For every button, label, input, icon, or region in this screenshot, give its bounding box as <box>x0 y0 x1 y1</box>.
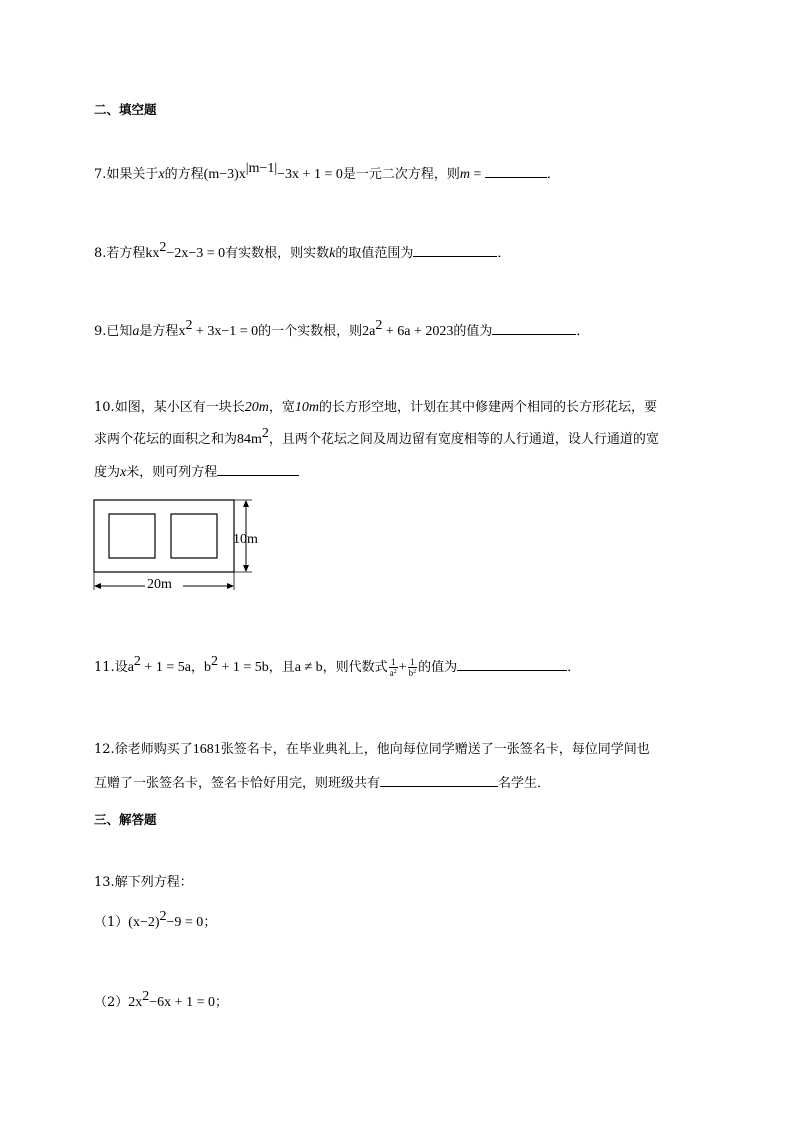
height-label: 10m <box>233 532 258 547</box>
section-title-fill-in: 二、填空题 <box>94 102 157 117</box>
answer-blank[interactable] <box>485 163 547 178</box>
plot-outline <box>94 500 234 572</box>
question-number: 8. <box>94 246 107 261</box>
part-label: （1） <box>94 915 129 930</box>
question-text: 的长方形空地，计划在其中修建两个相同的长方形花坛，要 <box>318 400 657 415</box>
question-number: 7. <box>94 167 107 182</box>
flower-bed-right <box>171 514 217 558</box>
question-number: 11. <box>94 660 115 675</box>
math-expression: −6x + 1 = 0 <box>149 995 215 1010</box>
math-expression: b <box>203 660 211 675</box>
question-number: 9. <box>94 324 107 339</box>
math-exponent: 2 <box>261 426 269 441</box>
question-end: ． <box>497 246 511 261</box>
arrow-up-icon <box>243 500 249 507</box>
question-text: 的取值范围为 <box>335 246 414 261</box>
question-text: 的一个实数根，则 <box>258 324 363 339</box>
width-label: 20m <box>147 577 172 592</box>
math-expression: −9 = 0 <box>166 915 204 930</box>
math-expression: x <box>178 324 186 339</box>
math-expression: 20m <box>244 400 269 415</box>
arrow-left-icon <box>94 583 101 589</box>
question-text: 如果关于 <box>106 167 159 182</box>
question-13 <box>94 873 193 893</box>
question-10-line-3 <box>94 461 299 483</box>
question-12-line-1 <box>94 740 650 760</box>
question-text: 如图，某小区有一块长 <box>114 400 245 415</box>
question-text: 已知 <box>106 324 133 339</box>
question-text: 的值为 <box>453 324 493 339</box>
answer-blank[interactable] <box>492 320 576 335</box>
question-13-part-2 <box>94 989 228 1013</box>
math-expression: 2a <box>362 324 376 339</box>
question-text: ，且 <box>268 660 295 675</box>
math-exponent: 2 <box>159 240 167 255</box>
question-9 <box>94 320 589 342</box>
math-expression: (x−2) <box>128 915 160 930</box>
question-text: 的方程 <box>164 167 204 182</box>
math-expression: a ≠ b <box>294 660 323 675</box>
question-text: 张签名卡，在毕业典礼上，他向每位同学赠送了一张签名卡，每位同学间也 <box>220 742 650 757</box>
question-text: 互赠了一张签名卡，签名卡恰好用完，则班级共有 <box>94 776 381 791</box>
math-var: a <box>132 324 140 339</box>
math-expression: (m−3)x <box>203 167 246 182</box>
math-expression: 84m <box>237 432 262 447</box>
question-text: 的值为 <box>418 660 458 675</box>
answer-blank[interactable] <box>457 656 567 671</box>
question-number: 13. <box>94 875 115 890</box>
math-expression: −3x + 1 = 0 <box>277 167 343 182</box>
math-var: x <box>120 465 127 480</box>
math-expression: a <box>127 660 134 675</box>
math-exponent: 2 <box>210 654 218 669</box>
math-number: 1681 <box>192 742 221 757</box>
math-expression: + 3x−1 = 0 <box>192 324 259 339</box>
question-text: 是一元二次方程，则 <box>342 167 460 182</box>
question-8 <box>94 242 510 264</box>
question-end: ； <box>203 915 217 930</box>
math-operator: + <box>398 660 407 675</box>
fraction: $\frac{1}{a^2}$ <box>389 657 397 678</box>
math-exponent: 2 <box>375 318 383 333</box>
math-exponent: 2 <box>159 909 167 924</box>
question-text: ，则代数式 <box>322 660 388 675</box>
math-expression: −2x−3 = 0 <box>166 246 226 261</box>
math-exponent: 2 <box>185 318 193 333</box>
answer-blank[interactable] <box>217 461 299 476</box>
question-11 <box>94 656 580 678</box>
math-exponent: 2 <box>142 989 150 1004</box>
question-text: 若方程 <box>106 246 146 261</box>
math-var: k <box>329 246 336 261</box>
arrow-right-icon <box>227 583 234 589</box>
math-expression: 10m <box>294 400 319 415</box>
question-10-line-1 <box>94 398 657 418</box>
question-text: ， <box>190 660 204 675</box>
math-expression: + 1 = 5b <box>217 660 269 675</box>
question-text: ，宽 <box>268 400 295 415</box>
question-end: ． <box>546 167 560 182</box>
question-text: 求两个花坛的面积之和为 <box>94 432 238 447</box>
question-text: 徐老师购买了 <box>114 742 193 757</box>
math-var: x <box>158 167 165 182</box>
question-end: ． <box>576 324 590 339</box>
question-number: 10. <box>94 400 115 415</box>
fraction: $\frac{1}{b^2}$ <box>408 657 417 678</box>
math-expression: + 1 = 5a <box>140 660 191 675</box>
question-end: ； <box>214 995 228 1010</box>
garden-diagram <box>88 494 278 594</box>
math-expression: kx <box>145 246 160 261</box>
question-text: 解下列方程： <box>114 875 193 890</box>
question-text: 设 <box>114 660 128 675</box>
math-expression: 2x <box>128 995 143 1010</box>
math-expression: + 6a + 2023 <box>382 324 454 339</box>
question-13-part-1 <box>94 909 217 933</box>
question-text: 是方程 <box>139 324 179 339</box>
math-var: m <box>459 167 470 182</box>
math-exponent: 2 <box>133 654 141 669</box>
question-text: 名学生． <box>498 776 551 791</box>
section-title-solve: 三、解答题 <box>94 812 157 827</box>
part-label: （2） <box>94 995 129 1010</box>
math-operator: = <box>469 167 485 182</box>
math-exponent: |m−1| <box>245 161 278 176</box>
question-text: 度为 <box>94 465 121 480</box>
question-text: ，且两个花坛之间及周边留有宽度相等的人行通道，设人行通道的宽 <box>268 432 659 447</box>
flower-bed-left <box>109 514 155 558</box>
answer-blank[interactable] <box>413 242 497 257</box>
arrow-down-icon <box>243 565 249 572</box>
question-text: 有实数根，则实数 <box>225 246 330 261</box>
question-7 <box>94 163 560 185</box>
answer-blank[interactable] <box>380 772 498 787</box>
question-10-line-2 <box>94 426 659 450</box>
question-12-line-2 <box>94 772 550 794</box>
question-number: 12. <box>94 742 115 757</box>
question-end: ． <box>567 660 581 675</box>
question-text: 米，则可列方程 <box>126 465 218 480</box>
